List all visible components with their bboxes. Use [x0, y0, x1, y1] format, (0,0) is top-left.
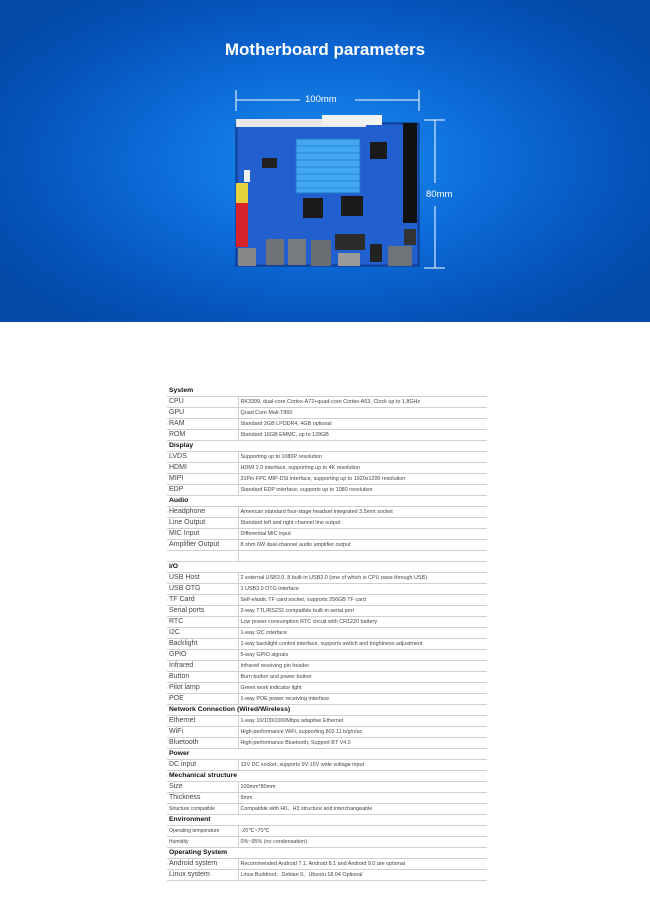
section-header-row: [167, 815, 487, 826]
spec-value: Quad Core Mali-T860: [238, 408, 487, 419]
spec-key: Operating temperature: [167, 826, 238, 837]
spec-row: [167, 606, 487, 617]
spec-key: RAM: [167, 419, 238, 430]
width-label: 100mm: [305, 94, 337, 105]
spec-value: 1-way 10/100/1000Mbps adaptive Ethernet: [238, 716, 487, 727]
section-header: Network Connection (Wired/Wireless): [167, 705, 487, 716]
spec-row: [167, 793, 487, 804]
spec-value: HDMI 2.0 interface, supporting up to 4K resolution: [238, 463, 487, 474]
spec-key: EDP: [167, 485, 238, 496]
spec-value: 31Pin FPC MIP-DSI interface, supporting up to 1920x1200 resolution: [238, 474, 487, 485]
spec-key: TF Card: [167, 595, 238, 606]
spec-key: Structure compatible: [167, 804, 238, 815]
spec-key: MIC Input: [167, 529, 238, 540]
spec-row: [167, 617, 487, 628]
section-header-row: [167, 386, 487, 397]
spec-key: GPIO: [167, 650, 238, 661]
spec-row: [167, 683, 487, 694]
spec-key: Infrared: [167, 661, 238, 672]
section-header: Audio: [167, 496, 487, 507]
spec-key: Amplifier Output: [167, 540, 238, 551]
spec-row: [167, 408, 487, 419]
spec-key: Headphone: [167, 507, 238, 518]
spec-value: 1-way I2C interface: [238, 628, 487, 639]
spec-key: I2C: [167, 628, 238, 639]
spec-row: [167, 859, 487, 870]
spec-value: 12V DC socket, supports 9V-15V wide voltage input: [238, 760, 487, 771]
spec-row: [167, 639, 487, 650]
spec-row: [167, 650, 487, 661]
section-header: System: [167, 386, 487, 397]
spec-table: [167, 386, 487, 881]
section-header-row: [167, 562, 487, 573]
spec-key: Linux system: [167, 870, 238, 881]
spec-value: 1-way backlight control interface, supports switch and brightness adjustment: [238, 639, 487, 650]
spec-value: Standard EDP interface, supports up to 1080 resolution: [238, 485, 487, 496]
spec-value: Green work indicator light: [238, 683, 487, 694]
spec-row: [167, 463, 487, 474]
spec-row: [167, 584, 487, 595]
spec-row: [167, 540, 487, 551]
spec-row: [167, 518, 487, 529]
board-illustration: [0, 0, 650, 322]
spec-value: Compatible with H0、H3 structure and interchangeable: [238, 804, 487, 815]
section-header-row: [167, 771, 487, 782]
spec-value: Standard 16GB EMMC, up to 128GB: [238, 430, 487, 441]
spec-value: Self-elastic TF card socket, supports 256GB TF card: [238, 595, 487, 606]
spec-key: Button: [167, 672, 238, 683]
spec-value: 1 USB3.0 OTG interface: [238, 584, 487, 595]
blank-row: [167, 551, 487, 562]
spec-key: GPU: [167, 408, 238, 419]
spec-value: RK3399, dual-core Cortex-A72+quad-core Cortex-A53, Clock up to 1.8GHz: [238, 397, 487, 408]
blank-cell: [238, 551, 487, 562]
spec-key: Backlight: [167, 639, 238, 650]
spec-value: 9mm: [238, 793, 487, 804]
spec-row: [167, 452, 487, 463]
spec-row: [167, 694, 487, 705]
spec-row: [167, 628, 487, 639]
spec-value: Low power consumption RTC circuit with CR1220 battery: [238, 617, 487, 628]
spec-row: [167, 738, 487, 749]
spec-value: Standard 2GB LPDDR4, 4GB optional: [238, 419, 487, 430]
section-header-row: [167, 749, 487, 760]
spec-key: Humidity: [167, 837, 238, 848]
spec-row: [167, 727, 487, 738]
spec-value: -20℃~70℃: [238, 826, 487, 837]
section-header-row: [167, 848, 487, 859]
spec-table-body: [167, 386, 487, 881]
spec-row: [167, 507, 487, 518]
spec-row: [167, 870, 487, 881]
section-header-row: [167, 441, 487, 452]
height-label: 80mm: [426, 189, 453, 200]
spec-row: [167, 474, 487, 485]
spec-key: Size: [167, 782, 238, 793]
spec-key: Android system: [167, 859, 238, 870]
spec-row: [167, 760, 487, 771]
section-header: Operating System: [167, 848, 487, 859]
spec-key: DC input: [167, 760, 238, 771]
spec-row: [167, 826, 487, 837]
spec-value: Differential MIC input: [238, 529, 487, 540]
spec-value: 1-way POE power receiving interface: [238, 694, 487, 705]
spec-key: WiFi: [167, 727, 238, 738]
spec-key: POE: [167, 694, 238, 705]
spec-row: [167, 804, 487, 815]
spec-value: 2-way TTL/RS232 compatible built-in serial port: [238, 606, 487, 617]
spec-row: [167, 485, 487, 496]
spec-value: Standard left and right channel line output: [238, 518, 487, 529]
spec-row: [167, 595, 487, 606]
spec-key: Pilot lamp: [167, 683, 238, 694]
section-header: Mechanical structure: [167, 771, 487, 782]
spec-value: Recommended Android 7.1, Android 8.1 and Android 9.0 are optional: [238, 859, 487, 870]
motherboard-image: [236, 115, 419, 266]
spec-row: [167, 782, 487, 793]
spec-row: [167, 430, 487, 441]
spec-value: American standard four-stage headset integrated 3.5mm socket: [238, 507, 487, 518]
spec-value: High-performance WiFi, supporting 802.11 b/g/n/ac: [238, 727, 487, 738]
blank-cell: [167, 551, 238, 562]
spec-row: [167, 716, 487, 727]
spec-key: Ethernet: [167, 716, 238, 727]
spec-value: Linux Buildroot、Debian 9、Ubuntu 18.04 Optional: [238, 870, 487, 881]
section-header: Display: [167, 441, 487, 452]
spec-row: [167, 661, 487, 672]
section-header: Power: [167, 749, 487, 760]
hero-banner: [0, 0, 650, 322]
spec-key: Serial ports: [167, 606, 238, 617]
section-header: Environment: [167, 815, 487, 826]
spec-value: Burn button and power button: [238, 672, 487, 683]
section-header: I/O: [167, 562, 487, 573]
spec-key: RTC: [167, 617, 238, 628]
section-header-row: [167, 705, 487, 716]
spec-key: HDMI: [167, 463, 238, 474]
spec-key: Bluetooth: [167, 738, 238, 749]
spec-key: LVDS: [167, 452, 238, 463]
page-title: Motherboard parameters: [224, 40, 426, 59]
spec-key: USB OTG: [167, 584, 238, 595]
spec-row: [167, 573, 487, 584]
section-header-row: [167, 496, 487, 507]
spec-key: CPU: [167, 397, 238, 408]
spec-value: 2 external USB3.0, 8 built-in USB2.0 (one of which is CPU pass-through USB): [238, 573, 487, 584]
spec-value: 8 ohm 6W dual-channel audio amplifier output: [238, 540, 487, 551]
spec-value: Infrared receiving pin header: [238, 661, 487, 672]
spec-row: [167, 672, 487, 683]
spec-row: [167, 397, 487, 408]
spec-value: High-performance Bluetooth, Support BT V4.0: [238, 738, 487, 749]
spec-key: Line Output: [167, 518, 238, 529]
spec-value: 5-way GPIO signals: [238, 650, 487, 661]
spec-value: Supporting up to 1080P resolution: [238, 452, 487, 463]
spec-key: ROM: [167, 430, 238, 441]
spec-row: [167, 529, 487, 540]
spec-row: [167, 837, 487, 848]
spec-key: Thickness: [167, 793, 238, 804]
spec-value: 0%~95% (no condensation): [238, 837, 487, 848]
spec-row: [167, 419, 487, 430]
spec-key: USB Host: [167, 573, 238, 584]
spec-key: MIPI: [167, 474, 238, 485]
spec-value: 100mm*80mm: [238, 782, 487, 793]
